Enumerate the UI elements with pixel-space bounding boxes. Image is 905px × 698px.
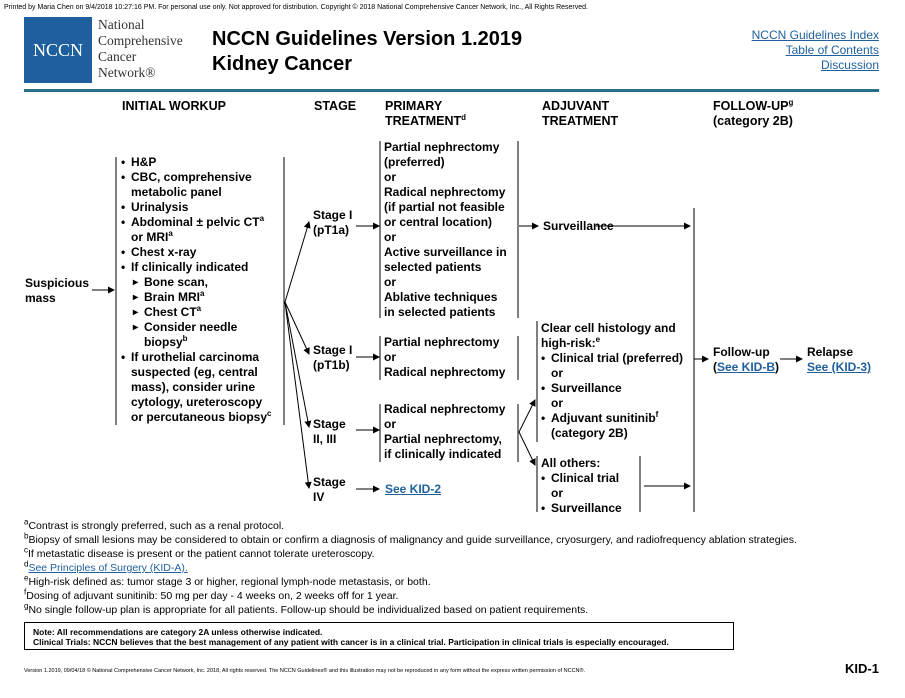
list-item: • If clinically indicated ▸ Bone scan, ▸ Brain MRI$^a$ ▸ Chest $CT^a$ ▸ Consider needle biopsy$^b$: [121, 260, 281, 350]
list-item: • Adjuvant sunitinib$^f$ (category 2B): [541, 411, 691, 441]
guidelines-index-link[interactable]: NCCN Guidelines Index: [751, 28, 879, 42]
note-line: Note: All recommendations are category 2A unless otherwise indicated.: [33, 627, 323, 637]
title-line: Kidney Cancer: [212, 53, 353, 75]
sub-list-item: ▸ Brain MRI$^a$: [131, 290, 281, 305]
footnote-a: $^a$Contrast is strongly preferred, such as a renal protocol.: [24, 517, 285, 532]
footnote-c: $^c$If metastatic disease is present or the patient cannot tolerate ureteroscopy.: [24, 545, 375, 560]
stage-i-pt1a: Stage I (pT1a): [313, 208, 353, 237]
header-line: TREATMENT$^d$: [385, 112, 467, 128]
primary-treatment-stage-ii-iii: Radical nephrectomy or Partial nephrectomy, if clinically indicated: [384, 402, 506, 461]
header-line: FOLLOW-$UP^g$: [713, 97, 794, 113]
list-item: • CBC, comprehensive metabolic panel: [121, 170, 281, 200]
primary-treatment-pt1b: Partial nephrectomy or Radical nephrectomy: [384, 335, 506, 379]
footnote-d: $^d$See Principles of Surgery (KID-A).: [24, 559, 188, 574]
presentation-line: Suspicious: [25, 276, 90, 290]
page-number: KID-1: [845, 661, 879, 676]
primary-treatment-pt1a: Partial nephrectomy (preferred) or Radical nephrectomy (if partial not feasible or central location) or Active surveillance in selected patients or Ablative techniques in selected patients: [384, 140, 507, 319]
principles-of-surgery-link[interactable]: See Principles of Surgery (KID-A).: [28, 562, 188, 574]
footnote-e: $^e$High-risk defined as: tumor stage 3 or higher, regional lymph-node metastasis, or both.: [24, 573, 431, 588]
stage-i-pt1b: Stage I (pT1b): [313, 343, 353, 372]
note-line: Clinical Trials: NCCN believes that the best management of any patient with cancer is in a clinical trial. Participation in clinical trials is especially encouraged.: [33, 637, 669, 647]
adjuvant-all-others: All others: • Clinical trial or • Surveillance: [541, 456, 641, 516]
sub-list-item: ▸ Bone scan,: [131, 275, 281, 290]
list-item: • Clinical trial (preferred): [541, 351, 691, 366]
logo-line: Cancer: [98, 49, 137, 64]
header-line: ADJUVANT: [542, 99, 610, 113]
list-item: • Surveillance: [541, 501, 641, 516]
title-line: NCCN Guidelines Version 1.2019: [212, 28, 523, 50]
adjuvant-surveillance: Surveillance: [543, 219, 614, 233]
footnote-ref: d: [461, 112, 467, 122]
sub-list-item: ▸ Consider needle biopsy$^b$: [131, 320, 281, 350]
footnote-ref: g: [788, 97, 794, 107]
logo-line: Comprehensive: [98, 33, 183, 48]
list-item: • Surveillance: [541, 381, 691, 396]
header-initial-workup: INITIAL WORKUP: [122, 99, 226, 113]
list-item: • H&P: [121, 155, 281, 170]
header-line: PRIMARY: [385, 99, 443, 113]
relapse: Relapse See (KID-3): [807, 345, 872, 374]
logo-line: Network®: [98, 65, 156, 80]
footnote-f: $^f$Dosing of adjuvant sunitinib: 50 mg per day - 4 weeks on, 2 weeks off for 1 year.: [24, 587, 399, 602]
logo-abbr: NCCN: [32, 39, 83, 60]
stage-iv: Stage IV: [313, 475, 346, 504]
header-line: (category 2B): [713, 114, 793, 128]
discussion-link[interactable]: Discussion: [820, 58, 879, 72]
list-item: • Abdominal ± pelvic $CT^a$ or MRI$^a$: [121, 215, 281, 245]
logo-line: National: [98, 17, 145, 32]
footer-copyright: Version 1.2019, 09/04/18 © National Comprehensive Cancer Network, Inc. 2018, All rights reserved. The NCCN Guidelines® and this illustration may not be reproduced in any form without the express written permission of NCCN®.: [24, 668, 586, 674]
see-kid-2-link[interactable]: See KID-2: [385, 482, 442, 496]
presentation-line: mass: [25, 291, 56, 305]
header-line: TREATMENT: [542, 114, 619, 128]
sub-list-item: ▸ Chest $CT^a$: [131, 305, 281, 320]
list-item: • If urothelial carcinoma suspected (eg, central mass), consider urine cytology, ureteroscopy or percutaneous biopsy$^c$: [121, 350, 281, 425]
footnote-b: $^b$Biopsy of small lesions may be considered to obtain or confirm a diagnosis of malignancy and guide surveillance, cryosurgery, and radiofrequency ablation strategies.: [24, 531, 797, 546]
follow-up: Follow-up (See KID-B): [713, 345, 780, 374]
see-kid-b-link[interactable]: See KID-B: [717, 360, 776, 374]
list-item: • Chest x-ray: [121, 245, 281, 260]
list-item: • Urinalysis: [121, 200, 281, 215]
list-item: • Clinical trial: [541, 471, 641, 486]
header-stage: STAGE: [314, 99, 357, 113]
print-notice: Printed by Maria Chen on 9/4/2018 10:27:16 PM. For personal use only. Not approved for distribution. Copyright © 2018 National Comprehensive Cancer Network, Inc., All Rights Reserved.: [4, 4, 588, 11]
table-of-contents-link[interactable]: Table of Contents: [785, 43, 879, 57]
see-kid-3-link[interactable]: See (KID-3): [807, 360, 872, 374]
adjuvant-high-risk: Clear cell histology and high-risk:$^e$ • Clinical trial (preferred) or • Surveillance or • Adjuvant sunitinib$^f$ (category 2B): [541, 321, 691, 441]
footnote-g: $^g$No single follow-up plan is appropriate for all patients. Follow-up should be individualized based on patient requirements.: [24, 601, 589, 616]
note-box: [24, 622, 734, 650]
stage-ii-iii: Stage II, III: [313, 417, 346, 446]
